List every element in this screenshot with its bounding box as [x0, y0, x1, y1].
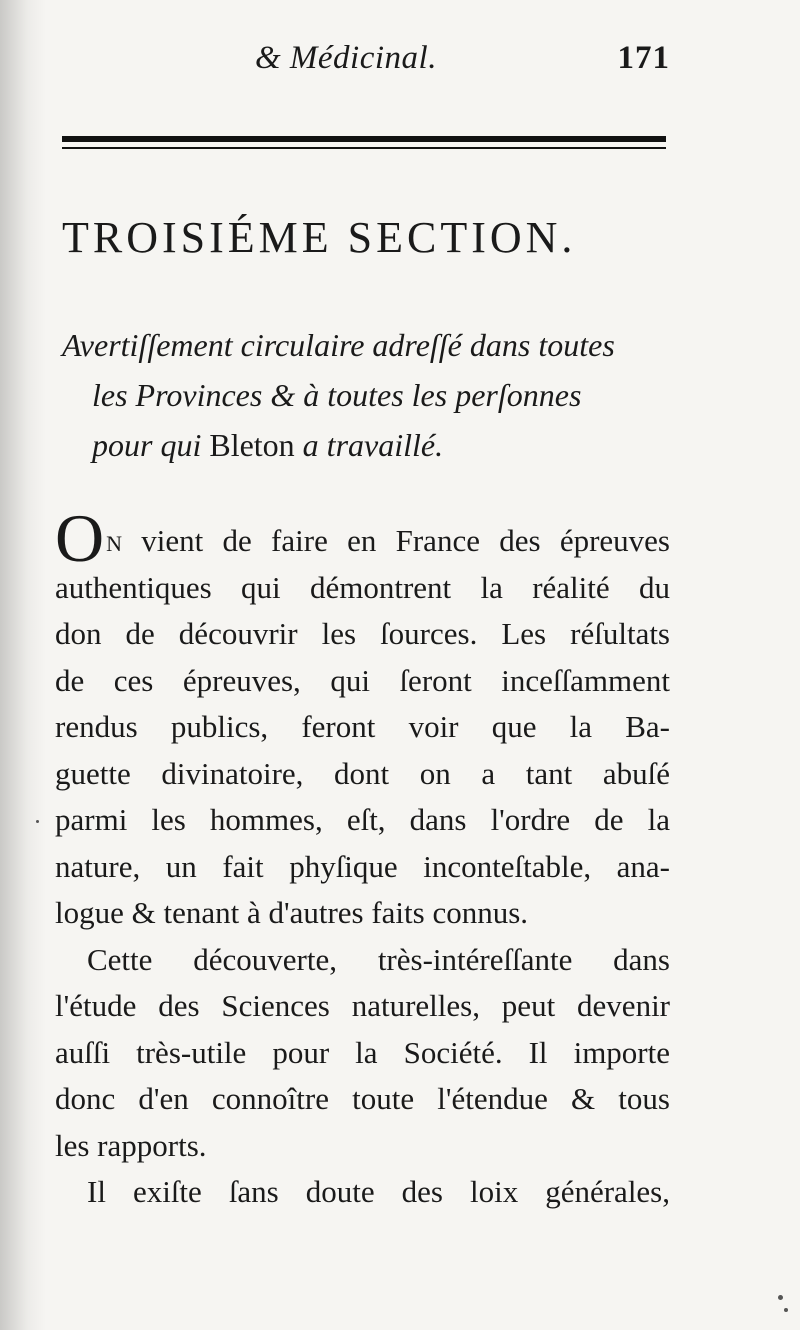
- body-line-1-text: vient de faire en France des épreuves: [122, 523, 670, 558]
- body-line-6: guette divinatoire, dont on a tant abuſé: [55, 755, 670, 791]
- subtitle-line-1: Avertiſſement circulaire adreſſé dans toutes: [62, 327, 615, 363]
- body-line-5: rendus publics, feront voir que la Ba-: [55, 709, 670, 744]
- ink-speck: [784, 1308, 788, 1312]
- body-line-2: authentiques qui démontrent la réalité du: [55, 569, 670, 605]
- body-line-14: les rapports.: [55, 1127, 207, 1163]
- page-number: 171: [617, 40, 670, 76]
- body-line-15: Il exiſte ſans doute des loix générales,: [87, 1174, 670, 1209]
- body-line-13: donc d'en connoître toute l'étendue & tous: [55, 1081, 670, 1116]
- first-word-rest: n: [106, 523, 122, 558]
- subtitle-line-3-end: a travaillé.: [302, 427, 444, 463]
- header-rule-thin: [62, 147, 666, 149]
- body-line-8: nature, un fait phyſique inconteſtable, ana-: [55, 848, 670, 884]
- body-line-10: Cette découverte, très-intéreſſante dans: [87, 941, 670, 977]
- running-title: & Médicinal.: [255, 40, 437, 76]
- drop-cap: O: [55, 500, 105, 576]
- body-line-12: auſſi très-utile pour la Société. Il importe: [55, 1034, 670, 1070]
- header-rule-thick: [62, 136, 666, 142]
- section-title: TROISIÉME SECTION.: [62, 213, 577, 262]
- body-line-7: parmi les hommes, eſt, dans l'ordre de la: [55, 802, 670, 837]
- ink-speck: [778, 1295, 783, 1300]
- body-line-1: [55, 500, 670, 576]
- ink-speck: [36, 820, 39, 823]
- body-line-11: l'étude des Sciences naturelles, peut devenir: [55, 988, 670, 1023]
- subtitle-line-2: les Provinces & à toutes les perſonnes: [92, 377, 582, 413]
- section-subtitle: [62, 320, 682, 470]
- page-header: [60, 36, 670, 86]
- subtitle-line-3: [62, 420, 682, 470]
- body-line-9: logue & tenant à d'autres faits connus.: [55, 895, 529, 930]
- body-line-4: de ces épreuves, qui ſeront inceſſamment: [55, 662, 670, 698]
- binding-shadow: [0, 0, 46, 1330]
- subtitle-name-bleton: Bleton: [209, 427, 295, 463]
- body-text: [55, 500, 670, 1216]
- subtitle-line-3-start: pour qui: [92, 427, 202, 463]
- body-line-3: don de découvrir les ſources. Les réſultats: [55, 616, 670, 651]
